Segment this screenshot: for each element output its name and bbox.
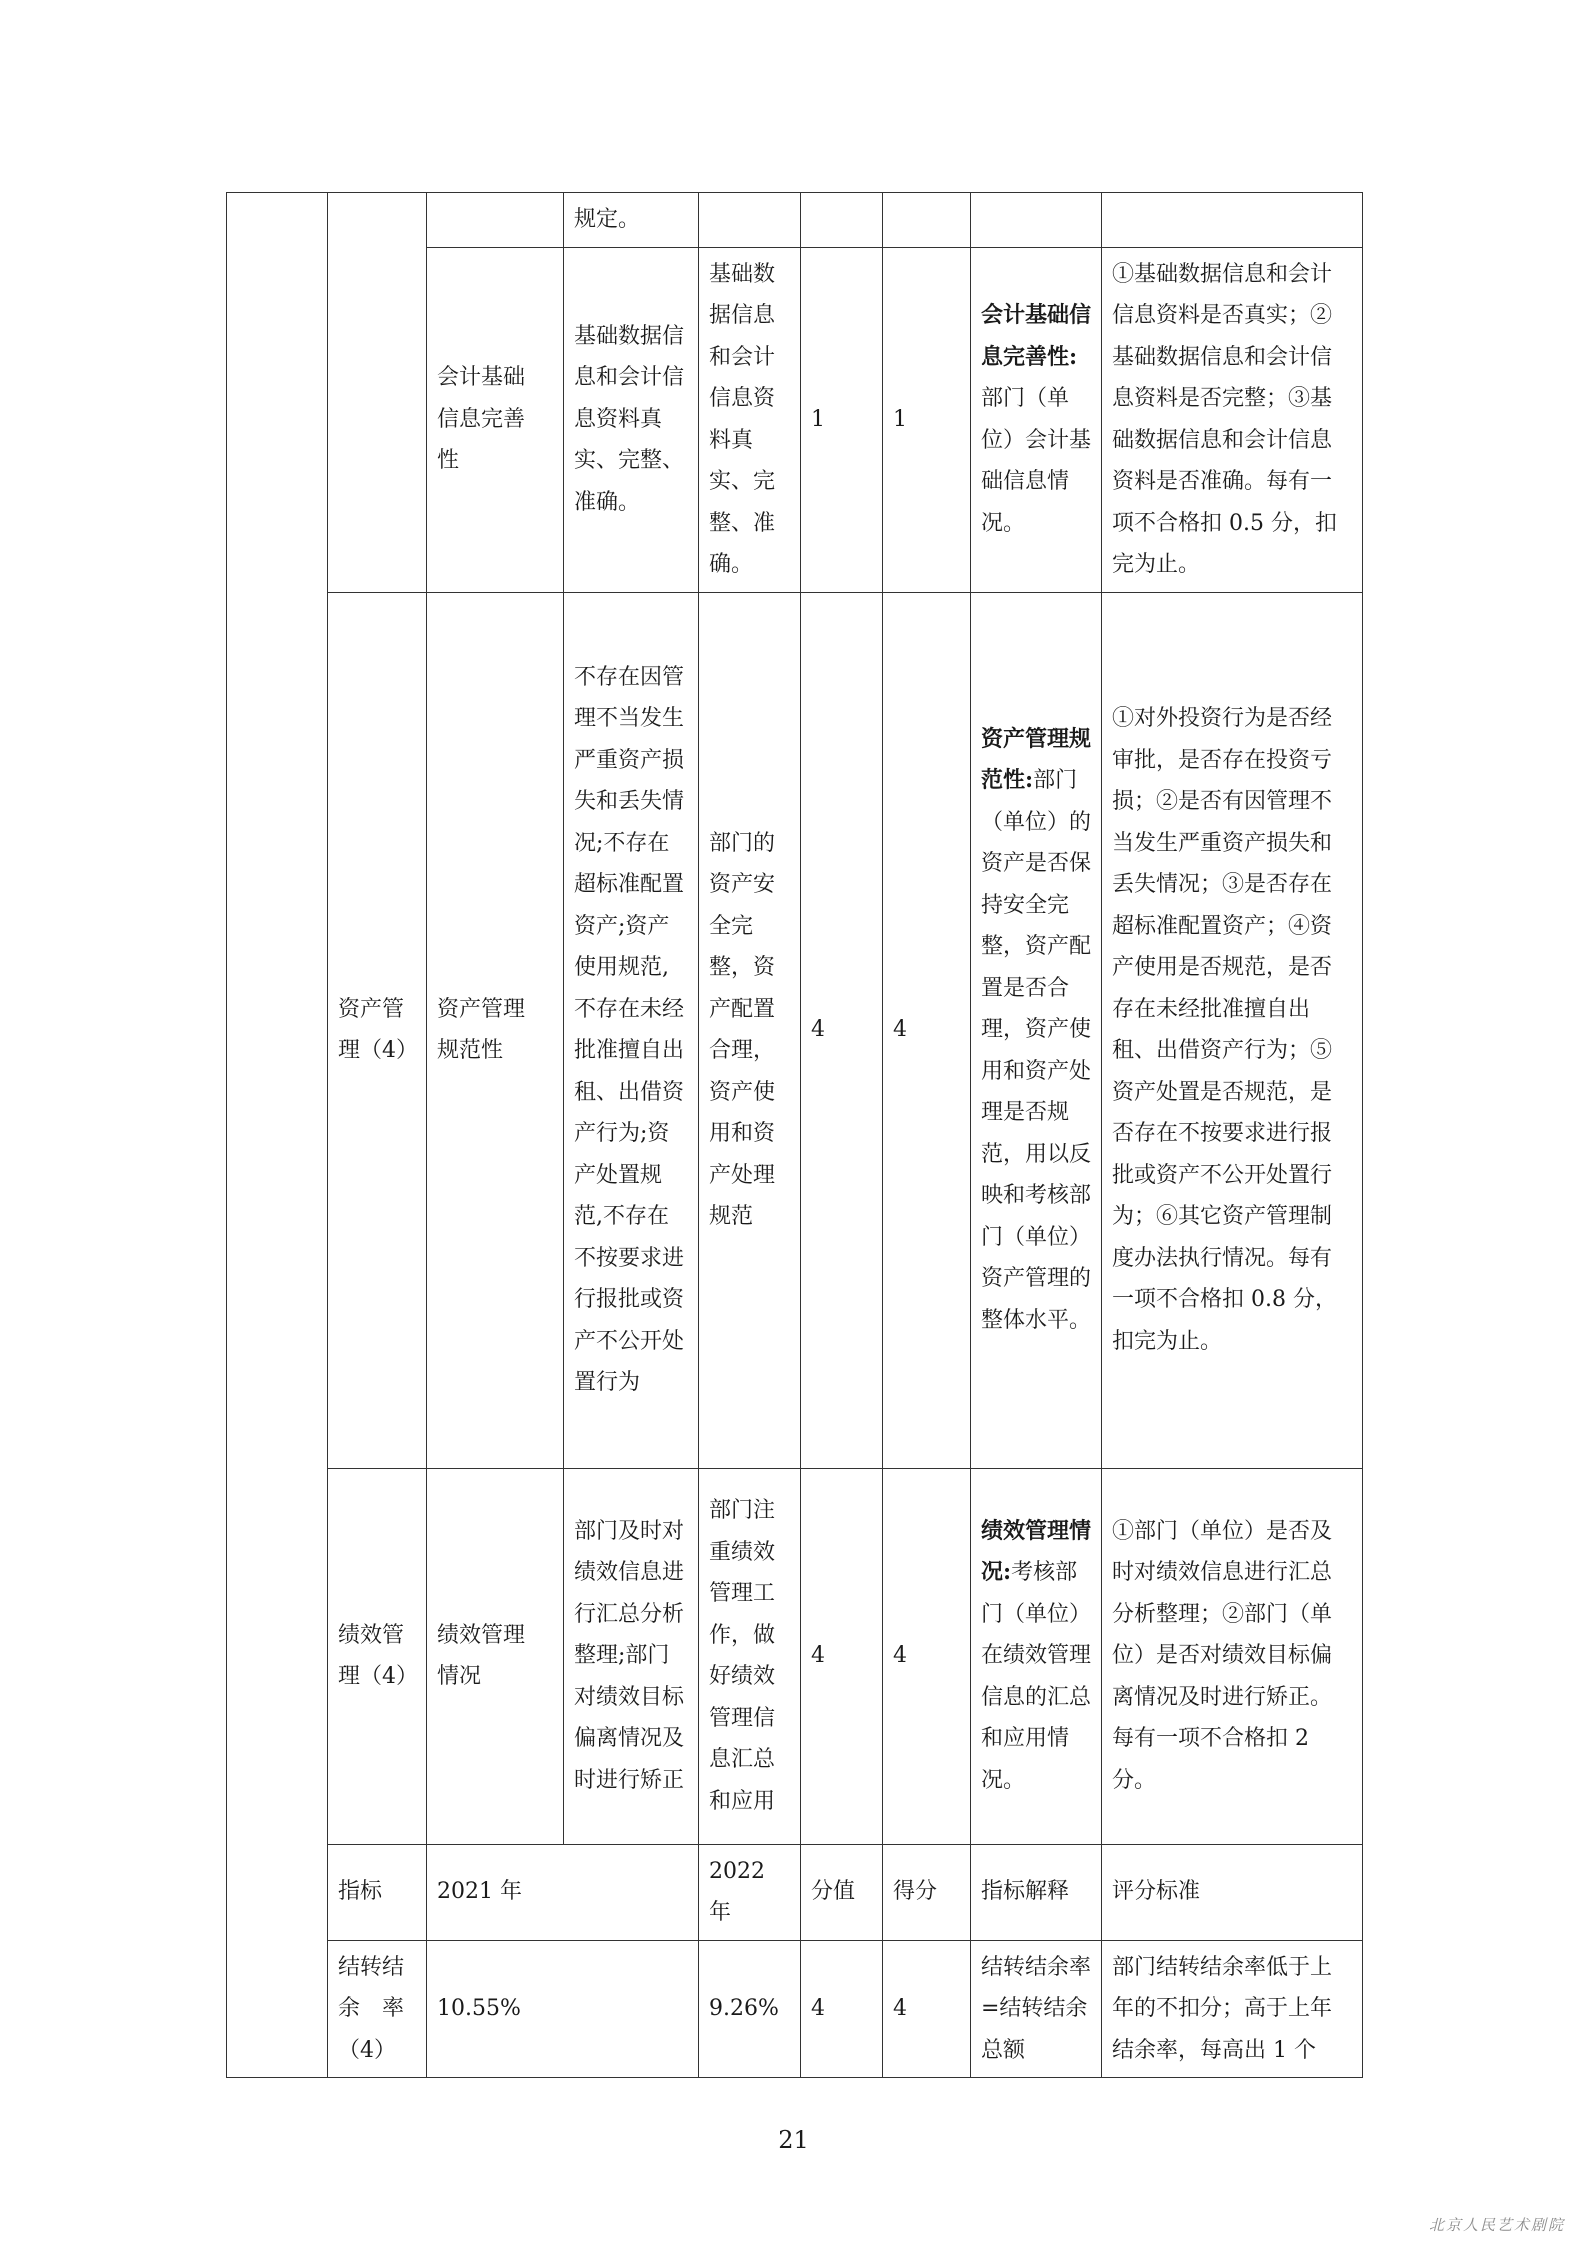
score-value-cell: 4 bbox=[801, 1468, 883, 1844]
standard-cell: ①部门（单位）是否及时对绩效信息进行汇总分析整理；②部门（单位）是否对绩效目标偏离情况及时进行矫正。每有一项不合格扣 2 分。 bbox=[1102, 1468, 1363, 1844]
score-value-cell: 4 bbox=[801, 592, 883, 1468]
level3-line: 绩效管理 bbox=[437, 1622, 526, 1648]
header-score: 得分 bbox=[883, 1844, 971, 1940]
target-cell: 部门的资产安全完整，资产配置合理，资产使用和资产处理规范 bbox=[699, 592, 801, 1468]
score-value-cell: 4 bbox=[801, 1940, 883, 2078]
level2-line: 绩效管 bbox=[338, 1622, 405, 1648]
explanation-cell bbox=[971, 592, 1102, 1468]
target-cell: 基础数据信息和会计信息资料真实、完整、准确。 bbox=[699, 247, 801, 592]
score-cell: 4 bbox=[883, 1940, 971, 2078]
level1-cell bbox=[227, 193, 328, 2078]
level3-line: 资产管理 bbox=[437, 996, 526, 1022]
table-row bbox=[227, 193, 1363, 248]
evaluation-table bbox=[226, 192, 1363, 2078]
level3-line: 性 bbox=[437, 448, 460, 474]
level2-cell bbox=[328, 592, 427, 1468]
level3-cell bbox=[427, 193, 564, 248]
table-row bbox=[227, 1468, 1363, 1844]
standard-cell: ①基础数据信息和会计信息资料是否真实；②基础数据信息和会计信息资料是否完整；③基础数据信息和会计信息资料是否准确。每有一项不合格扣 0.5 分，扣完为止。 bbox=[1102, 247, 1363, 592]
indicator-line: 结转结 bbox=[338, 1954, 405, 1980]
level3-cell bbox=[427, 247, 564, 592]
header-2022-line: 年 bbox=[709, 1900, 732, 1925]
level2-line: 理（4） bbox=[338, 1038, 418, 1063]
level2-cell bbox=[328, 1468, 427, 1844]
criteria-cell: 部门及时对绩效信息进行汇总分析整理;部门对绩效目标偏离情况及时进行矫正 bbox=[564, 1468, 699, 1844]
score-cell: 4 bbox=[883, 592, 971, 1468]
criteria-cell: 不存在因管理不当发生严重资产损失和丢失情况;不存在超标准配置资产;资产使用规范,不存在未经批准擅自出租、出借资产行为;资产处置规范,不存在不按要求进行报批或资产不公开处置行为 bbox=[564, 592, 699, 1468]
target-cell bbox=[699, 193, 801, 248]
score-value-cell: 1 bbox=[801, 247, 883, 592]
explanation-cell: 结转结余率=结转结余总额 bbox=[971, 1940, 1102, 2078]
standard-cell: ①对外投资行为是否经审批，是否存在投资亏损；②是否有因管理不当发生严重资产损失和丢失情况；③是否存在超标准配置资产；④资产使用是否规范，是否存在未经批准擅自出租、出借资产行为；⑤资产处置是否规范，是否存在不按要求进行报批或资产不公开处置行为；⑥其它资产管理制度办法执行情况。每有一项不合格扣 0.8 分，扣完为止。 bbox=[1102, 592, 1363, 1468]
value-2022-cell: 9.26% bbox=[699, 1940, 801, 2078]
header-score-value: 分值 bbox=[801, 1844, 883, 1940]
explanation-text: 部门（单位）会计基础信息情况。 bbox=[981, 386, 1092, 536]
header-explanation: 指标解释 bbox=[971, 1844, 1102, 1940]
value-2021-cell: 10.55% bbox=[427, 1940, 699, 2078]
explanation-cell bbox=[971, 247, 1102, 592]
table-row bbox=[227, 592, 1363, 1468]
score-value-cell bbox=[801, 193, 883, 248]
explanation-cell bbox=[971, 1468, 1102, 1844]
target-cell: 部门注重绩效管理工作，做好绩效管理信息汇总和应用 bbox=[699, 1468, 801, 1844]
explanation-lead: 绩效管理情况: bbox=[981, 1517, 1092, 1586]
criteria-cell: 规定。 bbox=[564, 193, 699, 248]
level3-line: 信息完善 bbox=[437, 406, 526, 432]
level2-line: 理（4） bbox=[338, 1664, 418, 1689]
table-header-row bbox=[227, 1844, 1363, 1940]
standard-cell: 部门结转结余率低于上年的不扣分；高于上年结余率，每高出 1 个 bbox=[1102, 1940, 1363, 2078]
explanation-text: 考核部门（单位）在绩效管理信息的汇总和应用情况。 bbox=[981, 1560, 1092, 1793]
header-2022 bbox=[699, 1844, 801, 1940]
watermark: 北京人民艺术剧院 bbox=[1428, 2216, 1565, 2234]
header-2022-line: 2022 bbox=[709, 1858, 765, 1884]
indicator-line: 余 率 bbox=[338, 1996, 405, 2021]
level3-cell bbox=[427, 1468, 564, 1844]
table-row bbox=[227, 1940, 1363, 2078]
page-number: 21 bbox=[778, 2126, 809, 2154]
level2-line: 资产管 bbox=[338, 996, 405, 1022]
level2-cell bbox=[328, 193, 427, 593]
level3-line: 情况 bbox=[437, 1664, 482, 1689]
score-cell bbox=[883, 193, 971, 248]
explanation-lead: 资产管理规范性: bbox=[981, 725, 1092, 794]
explanation-text: 部门（单位）的资产是否保持安全完整，资产配置是否合理，资产使用和资产处理是否规范，用以反映和考核部门（单位）资产管理的整体水平。 bbox=[981, 768, 1092, 1333]
standard-cell bbox=[1102, 193, 1363, 248]
level3-cell bbox=[427, 592, 564, 1468]
indicator-cell bbox=[328, 1940, 427, 2078]
header-indicator: 指标 bbox=[328, 1844, 427, 1940]
explanation-cell bbox=[971, 193, 1102, 248]
level3-line: 规范性 bbox=[437, 1038, 504, 1063]
header-2021: 2021 年 bbox=[427, 1844, 699, 1940]
criteria-cell: 基础数据信息和会计信息资料真实、完整、准确。 bbox=[564, 247, 699, 592]
score-cell: 4 bbox=[883, 1468, 971, 1844]
score-cell: 1 bbox=[883, 247, 971, 592]
header-standard: 评分标准 bbox=[1102, 1844, 1363, 1940]
explanation-lead: 会计基础信息完善性: bbox=[981, 302, 1092, 370]
level3-line: 会计基础 bbox=[437, 365, 526, 391]
indicator-line: （4） bbox=[338, 2037, 396, 2063]
